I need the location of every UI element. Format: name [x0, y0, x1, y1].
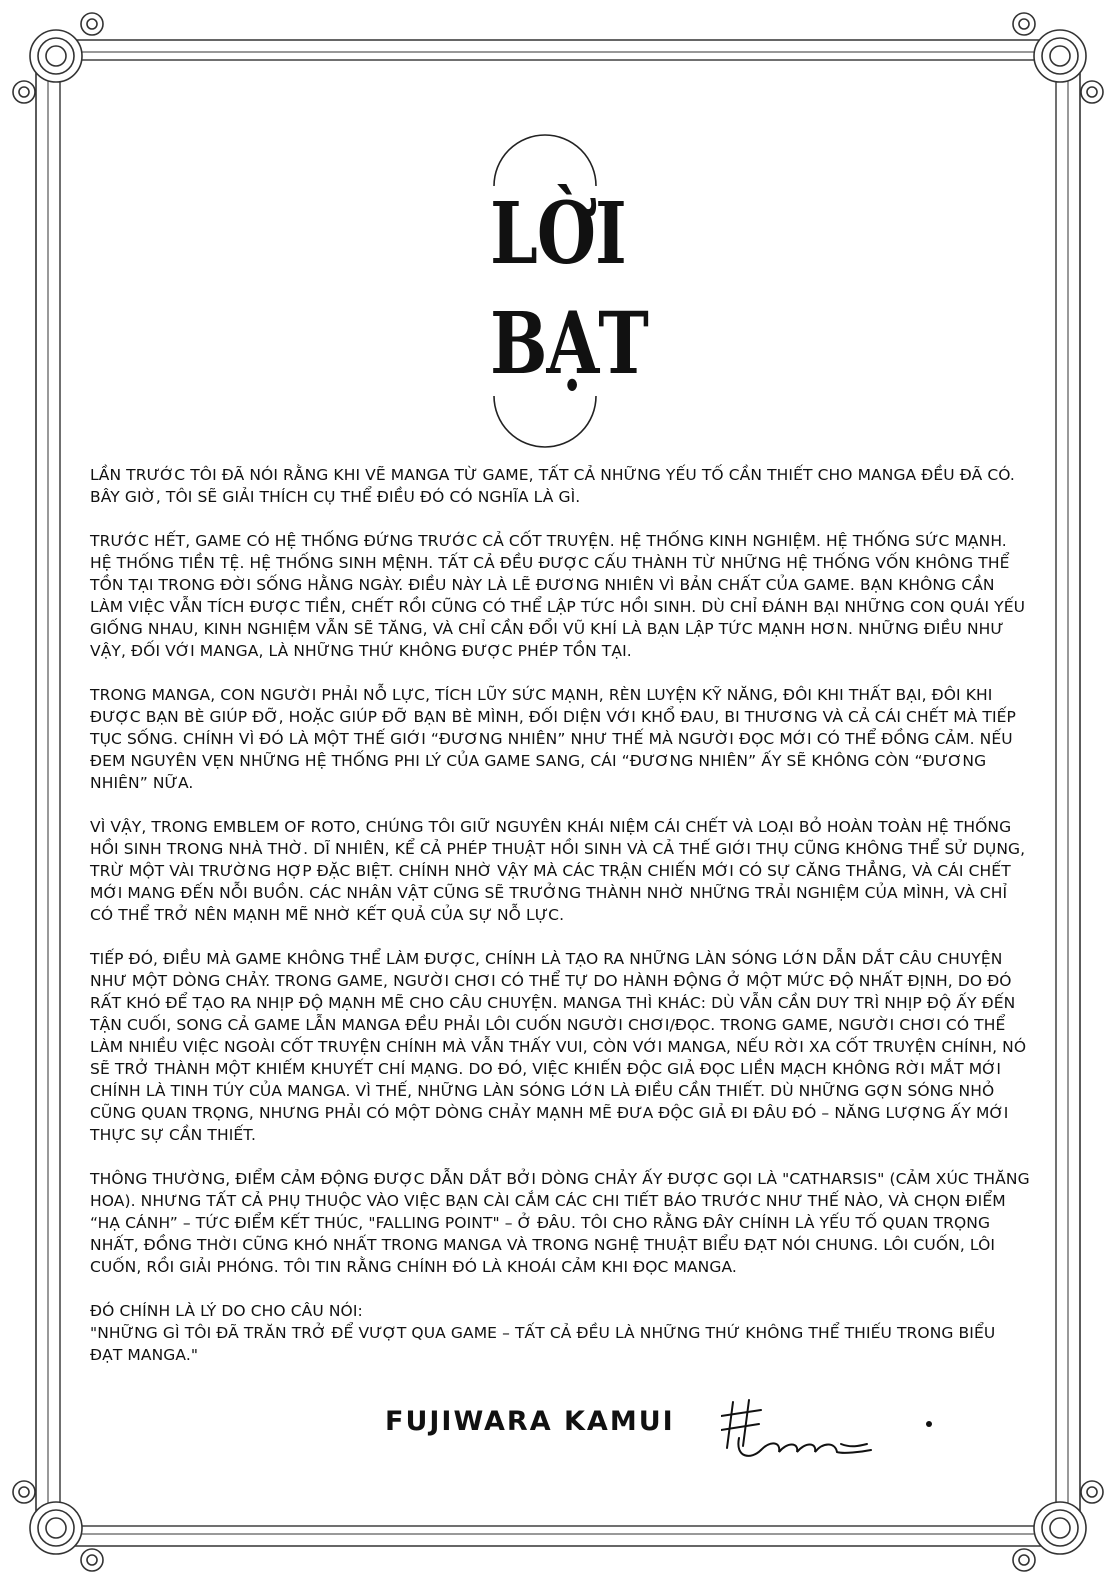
closing-quote: "NHỮNG GÌ TÔI ĐÃ TRĂN TRỞ ĐỂ VƯỢT QUA GAME – TẤT CẢ ĐỀU LÀ NHỮNG THỨ KHÔNG THỂ THIẾU TRONG BIỂU ĐẠT MANGA.": [90, 1324, 996, 1364]
author-signature: [385, 1398, 965, 1468]
paragraph: TRONG MANGA, CON NGƯỜI PHẢI NỖ LỰC, TÍCH LŨY SỨC MẠNH, RÈN LUYỆN KỸ NĂNG, ĐÔI KHI THẤT BẠI, ĐÔI KHI ĐƯỢC BẠN BÈ GIÚP ĐỠ, HOẶC GIÚP ĐỠ BẠN BÈ MÌNH, ĐỐI DIỆN VỚI KHỔ ĐAU, BI THƯƠNG VÀ CẢ CÁI CHẾT MÀ TIẾP TỤC SỐNG. CHÍNH VÌ ĐÓ LÀ MỘT THẾ GIỚI “ĐƯƠNG NHIÊN” NHƯ THẾ MÀ NGƯỜI ĐỌC MỚI CÓ THỂ ĐỒNG CẢM. NẾU ĐEM NGUYÊN VẸN NHỮNG HỆ THỐNG PHI LÝ CỦA GAME SANG, CÁI “ĐƯƠNG NHIÊN” ẤY SẼ KHÔNG CÒN “ĐƯƠNG NHIÊN” NỮA.: [90, 686, 1016, 792]
closing-line-1: ĐÓ CHÍNH LÀ LÝ DO CHO CÂU NÓI:: [90, 1302, 363, 1320]
author-name: FUJIWARA KAMUI: [385, 1406, 675, 1437]
corner-ornament-top-right: [1013, 13, 1103, 103]
paragraph: TRƯỚC HẾT, GAME CÓ HỆ THỐNG ĐỨNG TRƯỚC CẢ CỐT TRUYỆN. HỆ THỐNG KINH NGHIỆM. HỆ THỐNG SỨC MẠNH. HỆ THỐNG TIỀN TỆ. HỆ THỐNG SINH MỆNH. TẤT CẢ ĐỀU ĐƯỢC CẤU THÀNH TỪ NHỮNG HỆ THỐNG VỐN KHÔNG THỂ TỒN TẠI TRONG ĐỜI SỐNG HẰNG NGÀY. ĐIỀU NÀY LÀ LẼ ĐƯƠNG NHIÊN VÌ BẢN CHẤT CỦA GAME. BẠN KHÔNG CẦN LÀM VIỆC VẪN TÍCH ĐƯỢC TIỀN, CHẾT RỒI CŨNG CÓ THỂ LẬP TỨC HỒI SINH. DÙ CHỈ ĐÁNH BẠI NHỮNG CON QUÁI YẾU GIỐNG NHAU, KINH NGHIỆM VẪN SẼ TĂNG, VÀ CHỈ CẦN ĐỔI VŨ KHÍ LÀ BẠN LẬP TỨC MẠNH HƠN. NHỮNG ĐIỀU NHƯ VẬY, ĐỐI VỚI MANGA, LÀ NHỮNG THỨ KHÔNG ĐƯỢC PHÉP TỒN TẠI.: [90, 532, 1026, 660]
paragraph: LẦN TRƯỚC TÔI ĐÃ NÓI RẰNG KHI VẼ MANGA TỪ GAME, TẤT CẢ NHỮNG YẾU TỐ CẦN THIẾT CHO MANGA ĐỀU ĐÃ CÓ. BÂY GIỜ, TÔI SẼ GIẢI THÍCH CỤ THỂ ĐIỀU ĐÓ CÓ NGHĨA LÀ GÌ.: [90, 466, 1015, 506]
handwritten-signature: [721, 1398, 961, 1468]
paragraph: TIẾP ĐÓ, ĐIỀU MÀ GAME KHÔNG THỂ LÀM ĐƯỢC, CHÍNH LÀ TẠO RA NHỮNG LÀN SÓNG LỚN DẪN DẮT CÂU CHUYỆN NHƯ MỘT DÒNG CHẢY. TRONG GAME, NGƯỜI CHƠI CÓ THỂ TỰ DO HÀNH ĐỘNG Ở MỘT MỨC ĐỘ NHẤT ĐỊNH, DO ĐÓ RẤT KHÓ ĐỂ TẠO RA NHỊP ĐỘ MẠNH MẼ CHO CÂU CHUYỆN. MANGA THÌ KHÁC: DÙ VẪN CẦN DUY TRÌ NHỊP ĐỘ ẤY ĐẾN TẬN CUỐI, SONG CẢ GAME LẪN MANGA ĐỀU PHẢI LÔI CUỐN NGƯỜI CHƠI/ĐỌC. TRONG GAME, NGƯỜI CHƠI CÓ THỂ LÀM NHIỀU VIỆC NGOÀI CỐT TRUYỆN CHÍNH MÀ VẪN THẤY VUI, CÒN VỚI MANGA, NẾU RỜI XA CỐT TRUYỆN CHÍNH, NÓ SẼ TRỞ THÀNH MỘT KHIẾM KHUYẾT CHÍ MẠNG. DO ĐÓ, VIỆC KHIẾN ĐỘC GIẢ ĐỌC LIỀN MẠCH KHÔNG RỜI MẮT MỚI CHÍNH LÀ TINH TÚY CỦA MANGA. VÌ THẾ, NHỮNG LÀN SÓNG LỚN LÀ ĐIỀU CẦN THIẾT. DÙ NHỮNG GỢN SÓNG NHỎ CŨNG QUAN TRỌNG, NHƯNG PHẢI CÓ MỘT DÒNG CHẢY MẠNH MẼ ĐƯA ĐỘC GIẢ ĐI ĐÂU ĐÓ – NĂNG LƯỢNG ẤY MỚI THỰC SỰ CẦN THIẾT.: [90, 950, 1027, 1144]
title-block: [490, 130, 648, 460]
paragraph: THÔNG THƯỜNG, ĐIỂM CẢM ĐỘNG ĐƯỢC DẪN DẮT BỞI DÒNG CHẢY ẤY ĐƯỢC GỌI LÀ "CATHARSIS" (CẢM XÚC THĂNG HOA). NHƯNG TẤT CẢ PHỤ THUỘC VÀO VIỆC BẠN CÀI CẮM CÁC CHI TIẾT BÁO TRƯỚC NHƯ THẾ NÀO, VÀ CHỌN ĐIỂM “HẠ CÁNH” – TỨC ĐIỂM KẾT THÚC, "FALLING POINT" – Ở ĐÂU. TÔI CHO RẰNG ĐÂY CHÍNH LÀ YẾU TỐ QUAN TRỌNG NHẤT, ĐỒNG THỜI CŨNG KHÓ NHẤT TRONG MANGA VÀ TRONG NGHỆ THUẬT BIỂU ĐẠT NÓI CHUNG. LÔI CUỐN, LÔI CUỐN, RỒI GIẢI PHÓNG. TÔI TIN RẰNG CHÍNH ĐÓ LÀ KHOÁI CẢM KHI ĐỌC MANGA.: [90, 1170, 1030, 1276]
page-title-line-1: LỜI: [490, 184, 626, 284]
afterword-body: [90, 464, 1030, 1366]
paragraph: VÌ VẬY, TRONG EMBLEM OF ROTO, CHÚNG TÔI GIỮ NGUYÊN KHÁI NIỆM CÁI CHẾT VÀ LOẠI BỎ HOÀN TOÀN HỆ THỐNG HỒI SINH TRONG NHÀ THỜ. DĨ NHIÊN, KỂ CẢ PHÉP THUẬT HỒI SINH VÀ CẢ THẾ GIỚI THỤ CŨNG KHÔNG THỂ SỬ DỤNG, TRỪ MỘT VÀI TRƯỜNG HỢP ĐẶC BIỆT. CHÍNH NHỜ VẬY MÀ CÁC TRẬN CHIẾN MỚI CÓ SỰ CĂNG THẲNG, VÀ CÁI CHẾT MỚI MANG ĐẾN NỖI BUỒN. CÁC NHÂN VẬT CŨNG SẼ TRƯỞNG THÀNH NHỜ NHỮNG TRẢI NGHIỆM CỦA MÌNH, VÀ CHỈ CÓ THỂ TRỞ NÊN MẠNH MẼ NHỜ KẾT QUẢ CỦA SỰ NỖ LỰC.: [90, 818, 1026, 924]
corner-ornament-top-left: [13, 13, 103, 103]
closing-paragraph: [90, 1300, 1030, 1366]
page-title-line-2: BẠT: [490, 294, 648, 394]
